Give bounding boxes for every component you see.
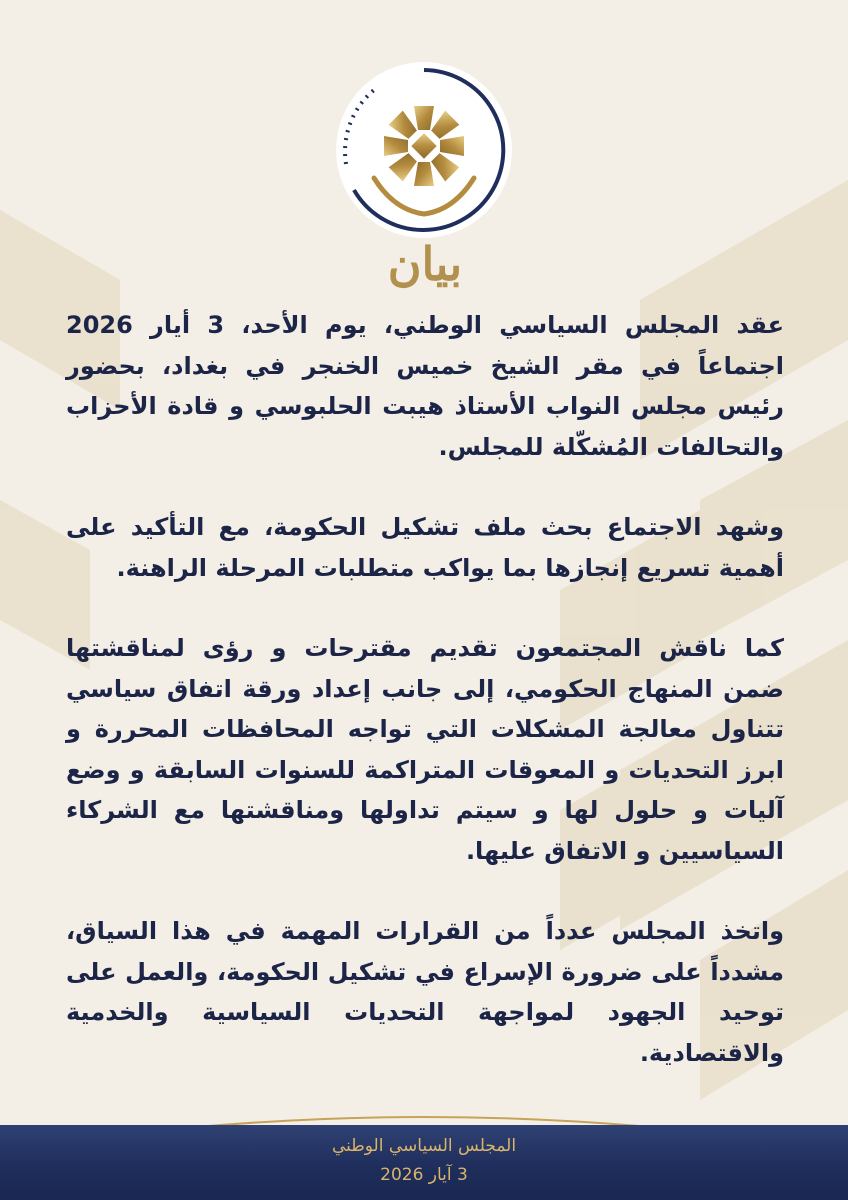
- paragraph-4: واتخذ المجلس عدداً من القرارات المهمة في هذا السياق، مشدداً على ضرورة الإسراع في تشكيل الحكومة، والعمل على توحيد الجهود لمواجهة التحديات السياسية والخدمية والاقتصادية.: [66, 917, 784, 1067]
- statement-title: بيان: [387, 237, 463, 291]
- logo-emblem-icon: [334, 60, 514, 240]
- paragraph-1: عقد المجلس السياسي الوطني، يوم الأحد، 3 أيار 2026 اجتماعاً في مقر الشيخ خميس الخنجر في بغداد، بحضور رئيس مجلس النواب الأستاذ هيبت الحلبوسي و قادة الأحزاب والتحالفات المُشكّلة للمجلس.: [66, 311, 784, 461]
- council-logo: [334, 60, 514, 240]
- paragraph-3: كما ناقش المجتمعون تقديم مقترحات و رؤى لمناقشتها ضمن المنهاج الحكومي، إلى جانب إعداد ورقة اتفاق سياسي تتناول معالجة المشكلات التي تواجه المحافظات المحررة و ابرز التحديات و المعوقات المتراكمة للسنوات السابقة و وضع آليات و حلول لها و سيتم تداولها ومناقشتها مع الشركاء السياسيين و الاتفاق عليها.: [66, 634, 784, 865]
- paragraph-2: وشهد الاجتماع بحث ملف تشكيل الحكومة، مع التأكيد على أهمية تسريع إنجازها بما يواكب متطلبات المرحلة الراهنة.: [66, 513, 784, 582]
- footer-org: المجلس السياسي الوطني: [331, 1136, 517, 1156]
- footer-date: 3 آيار 2026: [380, 1165, 468, 1185]
- statement-body: [66, 305, 784, 1113]
